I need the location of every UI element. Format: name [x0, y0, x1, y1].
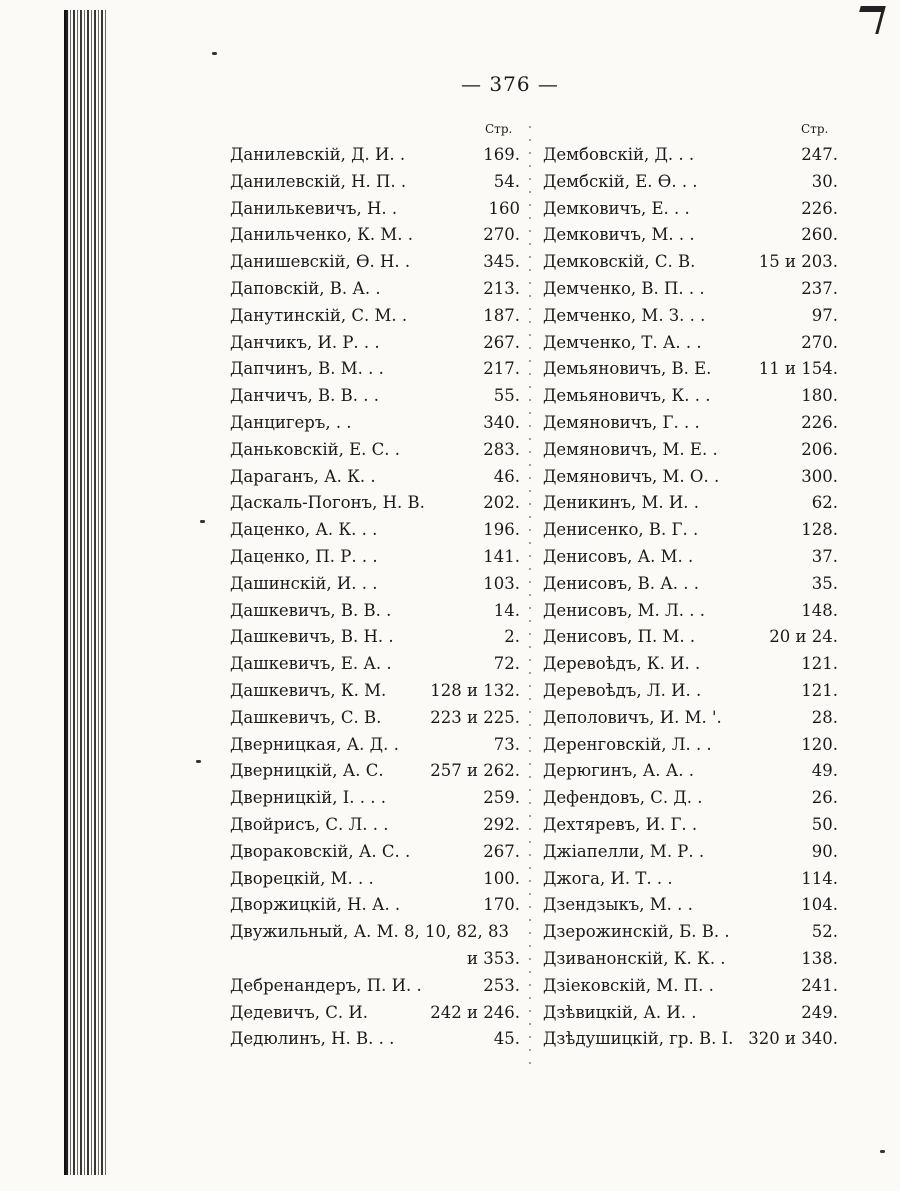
index-entry: [543, 732, 838, 759]
entry-page: 196.: [483, 520, 520, 540]
entry-name: Демковскій, С. В.: [543, 252, 696, 272]
index-entry: [230, 1000, 520, 1027]
book-spine: [66, 10, 108, 1175]
entry-page: 45.: [493, 1029, 520, 1049]
entry-page: 2.: [504, 627, 520, 647]
entry-name: Дерюгинъ, А. А. .: [543, 761, 694, 781]
index-entry: [543, 249, 838, 276]
left-column: [230, 142, 520, 1053]
entry-name: Данилевскій, Н. П. .: [230, 171, 407, 191]
entry-page: 54.: [493, 171, 520, 191]
index-entry: [543, 437, 838, 464]
entry-name: Демяновичъ, Г. . .: [543, 412, 700, 432]
index-entry: [543, 571, 838, 598]
index-entry: [230, 222, 520, 249]
index-entry: [543, 544, 838, 571]
entry-name: Дашкевичъ, В. В. .: [230, 600, 392, 620]
entry-page: 35.: [811, 573, 838, 593]
entry-name: Деревоѣдъ, К. И. .: [543, 654, 701, 674]
index-entry: [543, 276, 838, 303]
entry-page: и 353.: [467, 948, 520, 968]
entry-name: Денисенко, В. Г. .: [543, 520, 699, 540]
index-entry: [543, 946, 838, 973]
entry-name: Дзѣдушицкій, гр. В. I.: [543, 1029, 734, 1049]
entry-page: 103.: [483, 573, 520, 593]
index-entry: [543, 383, 838, 410]
entry-name: Даскаль-Погонъ, Н. В.: [230, 493, 425, 513]
entry-page: 20 и 24.: [769, 627, 838, 647]
entry-name: Дедевичъ, С. И.: [230, 1002, 369, 1022]
entry-page: 26.: [811, 788, 838, 808]
entry-page: 72.: [493, 654, 520, 674]
entry-page: 202.: [483, 493, 520, 513]
entry-name: Даповскій, В. А. .: [230, 278, 381, 298]
index-entry: [230, 249, 520, 276]
entry-page: 169.: [483, 145, 520, 164]
entry-page: 241.: [801, 975, 838, 995]
index-entry: [230, 464, 520, 491]
corner-mark: [853, 6, 886, 34]
speck: [212, 52, 217, 55]
index-entry: [543, 758, 838, 785]
entry-page: 249.: [801, 1002, 838, 1022]
entry-name: Демченко, Т. А. . .: [543, 332, 702, 352]
entry-page: 270.: [801, 332, 838, 352]
entry-name: Дзѣвицкій, А. И. .: [543, 1002, 697, 1022]
page-number: — 376 —: [461, 72, 559, 96]
index-entry: [543, 973, 838, 1000]
speck: [196, 760, 201, 763]
entry-page: 300.: [801, 466, 838, 486]
index-entry: [543, 785, 838, 812]
index-entry: [230, 651, 520, 678]
entry-page: 46.: [493, 466, 520, 486]
index-entry: [543, 624, 838, 651]
entry-name: Дашкевичъ, В. Н. .: [230, 627, 394, 647]
entry-page: 292.: [483, 814, 520, 834]
entry-page: 114.: [801, 868, 838, 888]
index-entry: [230, 973, 520, 1000]
index-entry: [230, 812, 520, 839]
entry-name: Дедюлинъ, Н. В. . .: [230, 1029, 395, 1049]
entry-name: Демяновичъ, М. Е. .: [543, 439, 718, 459]
entry-page: 62.: [811, 493, 838, 513]
entry-name: Дзиванонскій, К. К. .: [543, 948, 726, 968]
index-entry: [230, 1026, 520, 1053]
entry-page: 180.: [801, 386, 838, 406]
entry-name: Дембскій, Е. Ѳ. . .: [543, 171, 698, 191]
entry-name: Дембовскій, Д. . .: [543, 145, 695, 164]
index-entry: [543, 142, 838, 169]
entry-page: 340.: [483, 412, 520, 432]
entry-name: Демковичъ, М. . .: [543, 225, 695, 245]
entry-page: 121.: [801, 680, 838, 700]
entry-name: Данцигеръ, . .: [230, 412, 352, 432]
entry-name: Деполовичъ, И. М. '.: [543, 707, 722, 727]
entry-page: 223 и 225.: [430, 707, 520, 727]
entry-page: 320 и 340.: [748, 1029, 838, 1049]
index-entry: [230, 732, 520, 759]
entry-name: Денисовъ, В. А. . .: [543, 573, 699, 593]
entry-name: Дзіековскій, М. П. .: [543, 975, 714, 995]
entry-page: 30.: [811, 171, 838, 191]
entry-page: 267.: [483, 332, 520, 352]
index-entry: [230, 383, 520, 410]
entry-name: Дашкевичъ, С. В.: [230, 707, 382, 727]
entry-name: Данилевскій, Д. И. .: [230, 145, 406, 164]
entry-page: 148.: [801, 600, 838, 620]
entry-page: 28.: [811, 707, 838, 727]
index-entry: [543, 330, 838, 357]
index-entry: [230, 169, 520, 196]
index-entry: [230, 785, 520, 812]
index-entry: [230, 678, 520, 705]
entry-name: Денисовъ, А. М. .: [543, 546, 694, 566]
entry-name: Демьяновичъ, В. Е.: [543, 359, 712, 379]
index-entry: [230, 571, 520, 598]
entry-name: Данильченко, К. М. .: [230, 225, 414, 245]
entry-name: Двораковскій, А. С. .: [230, 841, 411, 861]
index-entry: [543, 517, 838, 544]
entry-name: Джога, И. Т. . .: [543, 868, 673, 888]
index-entry: [230, 276, 520, 303]
entry-name: Дашкевичъ, Е. А. .: [230, 654, 392, 674]
entry-name: Дверницкій, А. С.: [230, 761, 384, 781]
index-entry: [543, 1026, 838, 1053]
index-entry: [230, 410, 520, 437]
index-entry: [230, 598, 520, 625]
entry-name: Демяновичъ, М. О. .: [543, 466, 720, 486]
entry-name: Даценко, А. К. . .: [230, 520, 378, 540]
entry-name: Дехтяревъ, И. Г. .: [543, 814, 698, 834]
entry-name: Деревоѣдъ, Л. И. .: [543, 680, 702, 700]
right-column: [543, 142, 838, 1053]
index-entry: [230, 356, 520, 383]
index-entry: [543, 919, 838, 946]
entry-name: Дапчинъ, В. М. . .: [230, 359, 384, 379]
entry-page: 217.: [483, 359, 520, 379]
index-entry: [543, 866, 838, 893]
index-entry: [543, 222, 838, 249]
index-entry: [230, 142, 520, 169]
entry-page: 187.: [483, 305, 520, 325]
index-entry: [543, 705, 838, 732]
speck: [880, 1150, 885, 1153]
entry-page: 55.: [493, 386, 520, 406]
entry-name: Данчикъ, И. Р. . .: [230, 332, 380, 352]
entry-page: 50.: [811, 814, 838, 834]
entry-name: Деникинъ, М. И. .: [543, 493, 699, 513]
entry-name: Двужильный, А. М. 8, 10, 82, 83: [230, 922, 509, 942]
entry-name: Дверницкій, I. . . .: [230, 788, 386, 808]
speck: [200, 520, 205, 523]
column-divider: [525, 120, 535, 1070]
entry-page: 104.: [801, 895, 838, 915]
entry-page: 226.: [801, 412, 838, 432]
index-entry: [543, 169, 838, 196]
entry-page: 11 и 154.: [758, 359, 838, 379]
index-entry: [230, 490, 520, 517]
entry-name: Данчичъ, В. В. . .: [230, 386, 380, 406]
entry-name: Дзерожинскій, Б. В. .: [543, 922, 730, 942]
index-entry: [230, 544, 520, 571]
entry-page: 242 и 246.: [430, 1002, 520, 1022]
entry-page: 257 и 262.: [430, 761, 520, 781]
entry-name: Данилькевичъ, Н. .: [230, 198, 398, 218]
index-entry: [230, 866, 520, 893]
entry-name: Деренговскій, Л. . .: [543, 734, 712, 754]
entry-page: 121.: [801, 654, 838, 674]
entry-name: Двойрисъ, С. Л. . .: [230, 814, 389, 834]
entry-name: Дашинскій, И. . .: [230, 573, 378, 593]
entry-page: 160: [488, 198, 520, 218]
entry-page: 226.: [801, 198, 838, 218]
entry-page: 90.: [811, 841, 838, 861]
entry-page: 14.: [493, 600, 520, 620]
entry-name: Данишевскій, Ѳ. Н. .: [230, 252, 411, 272]
column-header-right: Стр.: [801, 122, 829, 136]
index-entry: [543, 651, 838, 678]
index-entry: [230, 517, 520, 544]
entry-name: Демьяновичъ, К. . .: [543, 386, 711, 406]
entry-name: Демковичъ, Е. . .: [543, 198, 690, 218]
index-entry: [543, 303, 838, 330]
entry-page: 37.: [811, 546, 838, 566]
entry-page: 260.: [801, 225, 838, 245]
entry-page: 138.: [801, 948, 838, 968]
entry-page: 267.: [483, 841, 520, 861]
entry-page: 15 и 203.: [758, 252, 838, 272]
index-entry: [230, 705, 520, 732]
index-entry: [543, 464, 838, 491]
entry-page: 206.: [801, 439, 838, 459]
entry-name: Джіапелли, М. Р. .: [543, 841, 705, 861]
entry-page: 345.: [483, 252, 520, 272]
entry-name: Денисовъ, М. Л. . .: [543, 600, 706, 620]
entry-page: 100.: [483, 868, 520, 888]
index-entry: [230, 839, 520, 866]
index-entry: [543, 356, 838, 383]
entry-page: 128.: [801, 520, 838, 540]
index-entry: [543, 598, 838, 625]
entry-name: Дараганъ, А. К. .: [230, 466, 376, 486]
entry-page: 49.: [811, 761, 838, 781]
entry-page: 270.: [483, 225, 520, 245]
index-entry: [230, 437, 520, 464]
index-entry: [230, 919, 520, 946]
entry-page: 247.: [801, 145, 838, 164]
index-entry: [543, 812, 838, 839]
index-entry: [543, 892, 838, 919]
entry-page: 52.: [811, 922, 838, 942]
index-entry: [230, 624, 520, 651]
index-entry: [230, 196, 520, 223]
index-entry: [230, 892, 520, 919]
entry-page: 97.: [811, 305, 838, 325]
entry-name: Дебренандеръ, П. И. .: [230, 975, 422, 995]
column-header-left: Стр.: [485, 122, 513, 136]
entry-name: Дворжицкій, Н. А. .: [230, 895, 401, 915]
index-entry: [543, 678, 838, 705]
entry-name: Данутинскій, С. М. .: [230, 305, 408, 325]
index-entry: [230, 946, 520, 973]
entry-name: Дворецкій, М. . .: [230, 868, 374, 888]
entry-page: 73.: [493, 734, 520, 754]
entry-name: Денисовъ, П. М. .: [543, 627, 696, 647]
entry-page: 128 и 132.: [430, 680, 520, 700]
entry-page: 170.: [483, 895, 520, 915]
entry-page: 259.: [483, 788, 520, 808]
entry-page: 253.: [483, 975, 520, 995]
index-entry: [543, 1000, 838, 1027]
entry-name: Дзендзыкъ, М. . .: [543, 895, 693, 915]
entry-name: Демченко, М. З. . .: [543, 305, 706, 325]
entry-page: 283.: [483, 439, 520, 459]
entry-name: Демченко, В. П. . .: [543, 278, 705, 298]
entry-name: Даценко, П. Р. . .: [230, 546, 378, 566]
entry-name: Даньковскій, Е. С. .: [230, 439, 400, 459]
index-entry: [543, 196, 838, 223]
index-entry: [230, 330, 520, 357]
entry-page: 213.: [483, 278, 520, 298]
index-entry: [230, 303, 520, 330]
index-entry: [543, 839, 838, 866]
entry-name: Дефендовъ, С. Д. .: [543, 788, 703, 808]
index-entry: [230, 758, 520, 785]
entry-page: 237.: [801, 278, 838, 298]
entry-name: Дашкевичъ, К. М.: [230, 680, 387, 700]
entry-page: 141.: [483, 546, 520, 566]
index-entry: [543, 490, 838, 517]
entry-page: 120.: [801, 734, 838, 754]
index-entry: [543, 410, 838, 437]
entry-name: Дверницкая, А. Д. .: [230, 734, 399, 754]
